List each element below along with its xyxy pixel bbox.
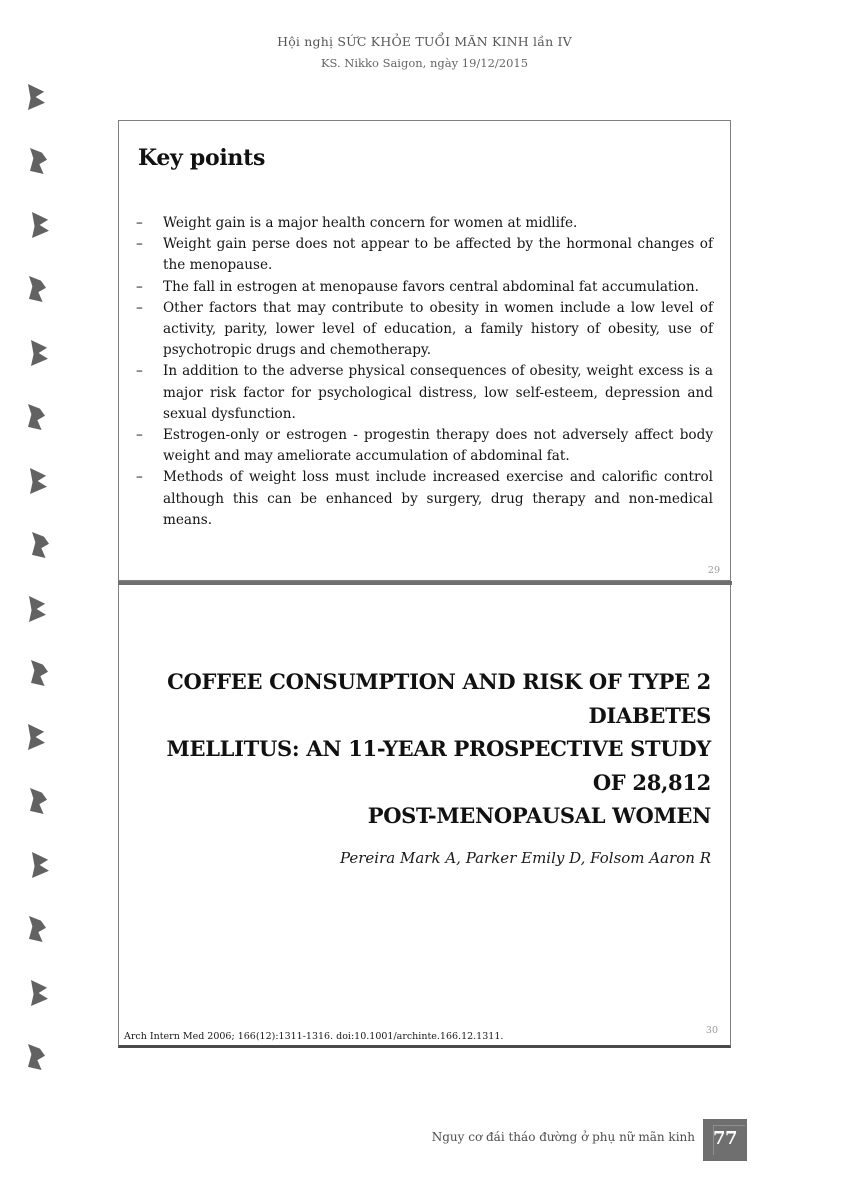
footer-running-title: Nguy cơ đái tháo đường ở phụ nữ mãn kinh — [431, 1130, 695, 1144]
key-points-list — [119, 213, 730, 531]
scan-edge-marks — [0, 0, 70, 1200]
torn-edge-mark — [30, 788, 47, 814]
slide-coffee-study — [118, 585, 731, 1048]
torn-edge-mark — [32, 532, 49, 558]
torn-edge-mark — [28, 1044, 45, 1070]
slide-key-points — [118, 120, 731, 581]
torn-edge-mark — [30, 468, 47, 494]
torn-edge-mark — [29, 916, 46, 942]
conference-venue-date: KS. Nikko Saigon, ngày 19/12/2015 — [320, 56, 529, 70]
list-item — [119, 234, 730, 276]
torn-edge-mark — [31, 980, 48, 1006]
bullet-text: Methods of weight loss must include increased exercise and calorific control although this can be enhanced by surgery, drug therapy and non-medical means. — [163, 469, 713, 528]
torn-edge-mark — [29, 276, 46, 302]
bullet-text: Weight gain perse does not appear to be affected by the hormonal changes of the menopause. — [163, 236, 713, 274]
torn-edge-mark — [32, 212, 49, 238]
bullet-text: Estrogen-only or estrogen - progestin therapy does not adversely affect body weight and may ameliorate accumulation of abdominal fat. — [163, 427, 713, 465]
torn-edge-mark — [29, 596, 46, 622]
dash-bullet: – — [136, 469, 143, 486]
study-citation: Arch Intern Med 2006; 166(12):1311-1316. doi:10.1001/archinte.166.12.1311. — [124, 1031, 504, 1042]
bullet-text: Other factors that may contribute to obesity in women include a low level of activity, parity, lower level of education, a family history of obesity, use of psychotropic drugs and chemotherapy. — [163, 299, 713, 359]
list-item — [119, 277, 730, 298]
dash-bullet: – — [136, 278, 143, 295]
slide-number: 30 — [705, 1025, 718, 1036]
list-item — [119, 361, 730, 425]
study-title — [138, 665, 711, 833]
torn-edge-mark — [28, 724, 45, 750]
dash-bullet: – — [136, 427, 143, 444]
slide-number: 29 — [707, 565, 720, 576]
dash-bullet: – — [136, 299, 143, 316]
torn-edge-mark — [30, 148, 47, 174]
page-number-box — [703, 1119, 747, 1161]
list-item — [119, 298, 730, 362]
document-header — [0, 34, 849, 70]
bullet-text: In addition to the adverse physical consequences of obesity, weight excess is a major risk factor for psychological distress, low self-esteem, depression and sexual dysfunction. — [163, 363, 713, 422]
bullet-text: Weight gain is a major health concern for women at midlife. — [163, 215, 578, 231]
list-item — [119, 213, 730, 234]
slide1-title: Key points — [138, 145, 266, 171]
list-item — [119, 467, 730, 531]
study-title-line: COFFEE CONSUMPTION AND RISK OF TYPE 2 DIABETES — [167, 669, 711, 728]
dash-bullet: – — [136, 236, 143, 253]
conference-title: Hội nghị SỨC KHỎE TUỔI MÃN KINH lần IV — [277, 34, 572, 49]
study-authors: Pereira Mark A, Parker Emily D, Folsom Aaron R — [339, 849, 711, 867]
study-title-line: MELLITUS: AN 11-YEAR PROSPECTIVE STUDY OF 28,812 — [166, 736, 711, 795]
list-item — [119, 425, 730, 467]
dash-bullet: – — [136, 215, 143, 231]
page-number: 77 — [712, 1128, 738, 1149]
torn-edge-mark — [28, 84, 45, 110]
dash-bullet: – — [136, 363, 143, 380]
study-title-line: POST-MENOPAUSAL WOMEN — [367, 803, 711, 828]
bullet-text: The fall in estrogen at menopause favors central abdominal fat accumulation. — [163, 278, 699, 295]
torn-edge-mark — [32, 852, 49, 878]
torn-edge-mark — [31, 660, 48, 686]
torn-edge-mark — [31, 340, 48, 366]
torn-edge-mark — [28, 404, 45, 430]
